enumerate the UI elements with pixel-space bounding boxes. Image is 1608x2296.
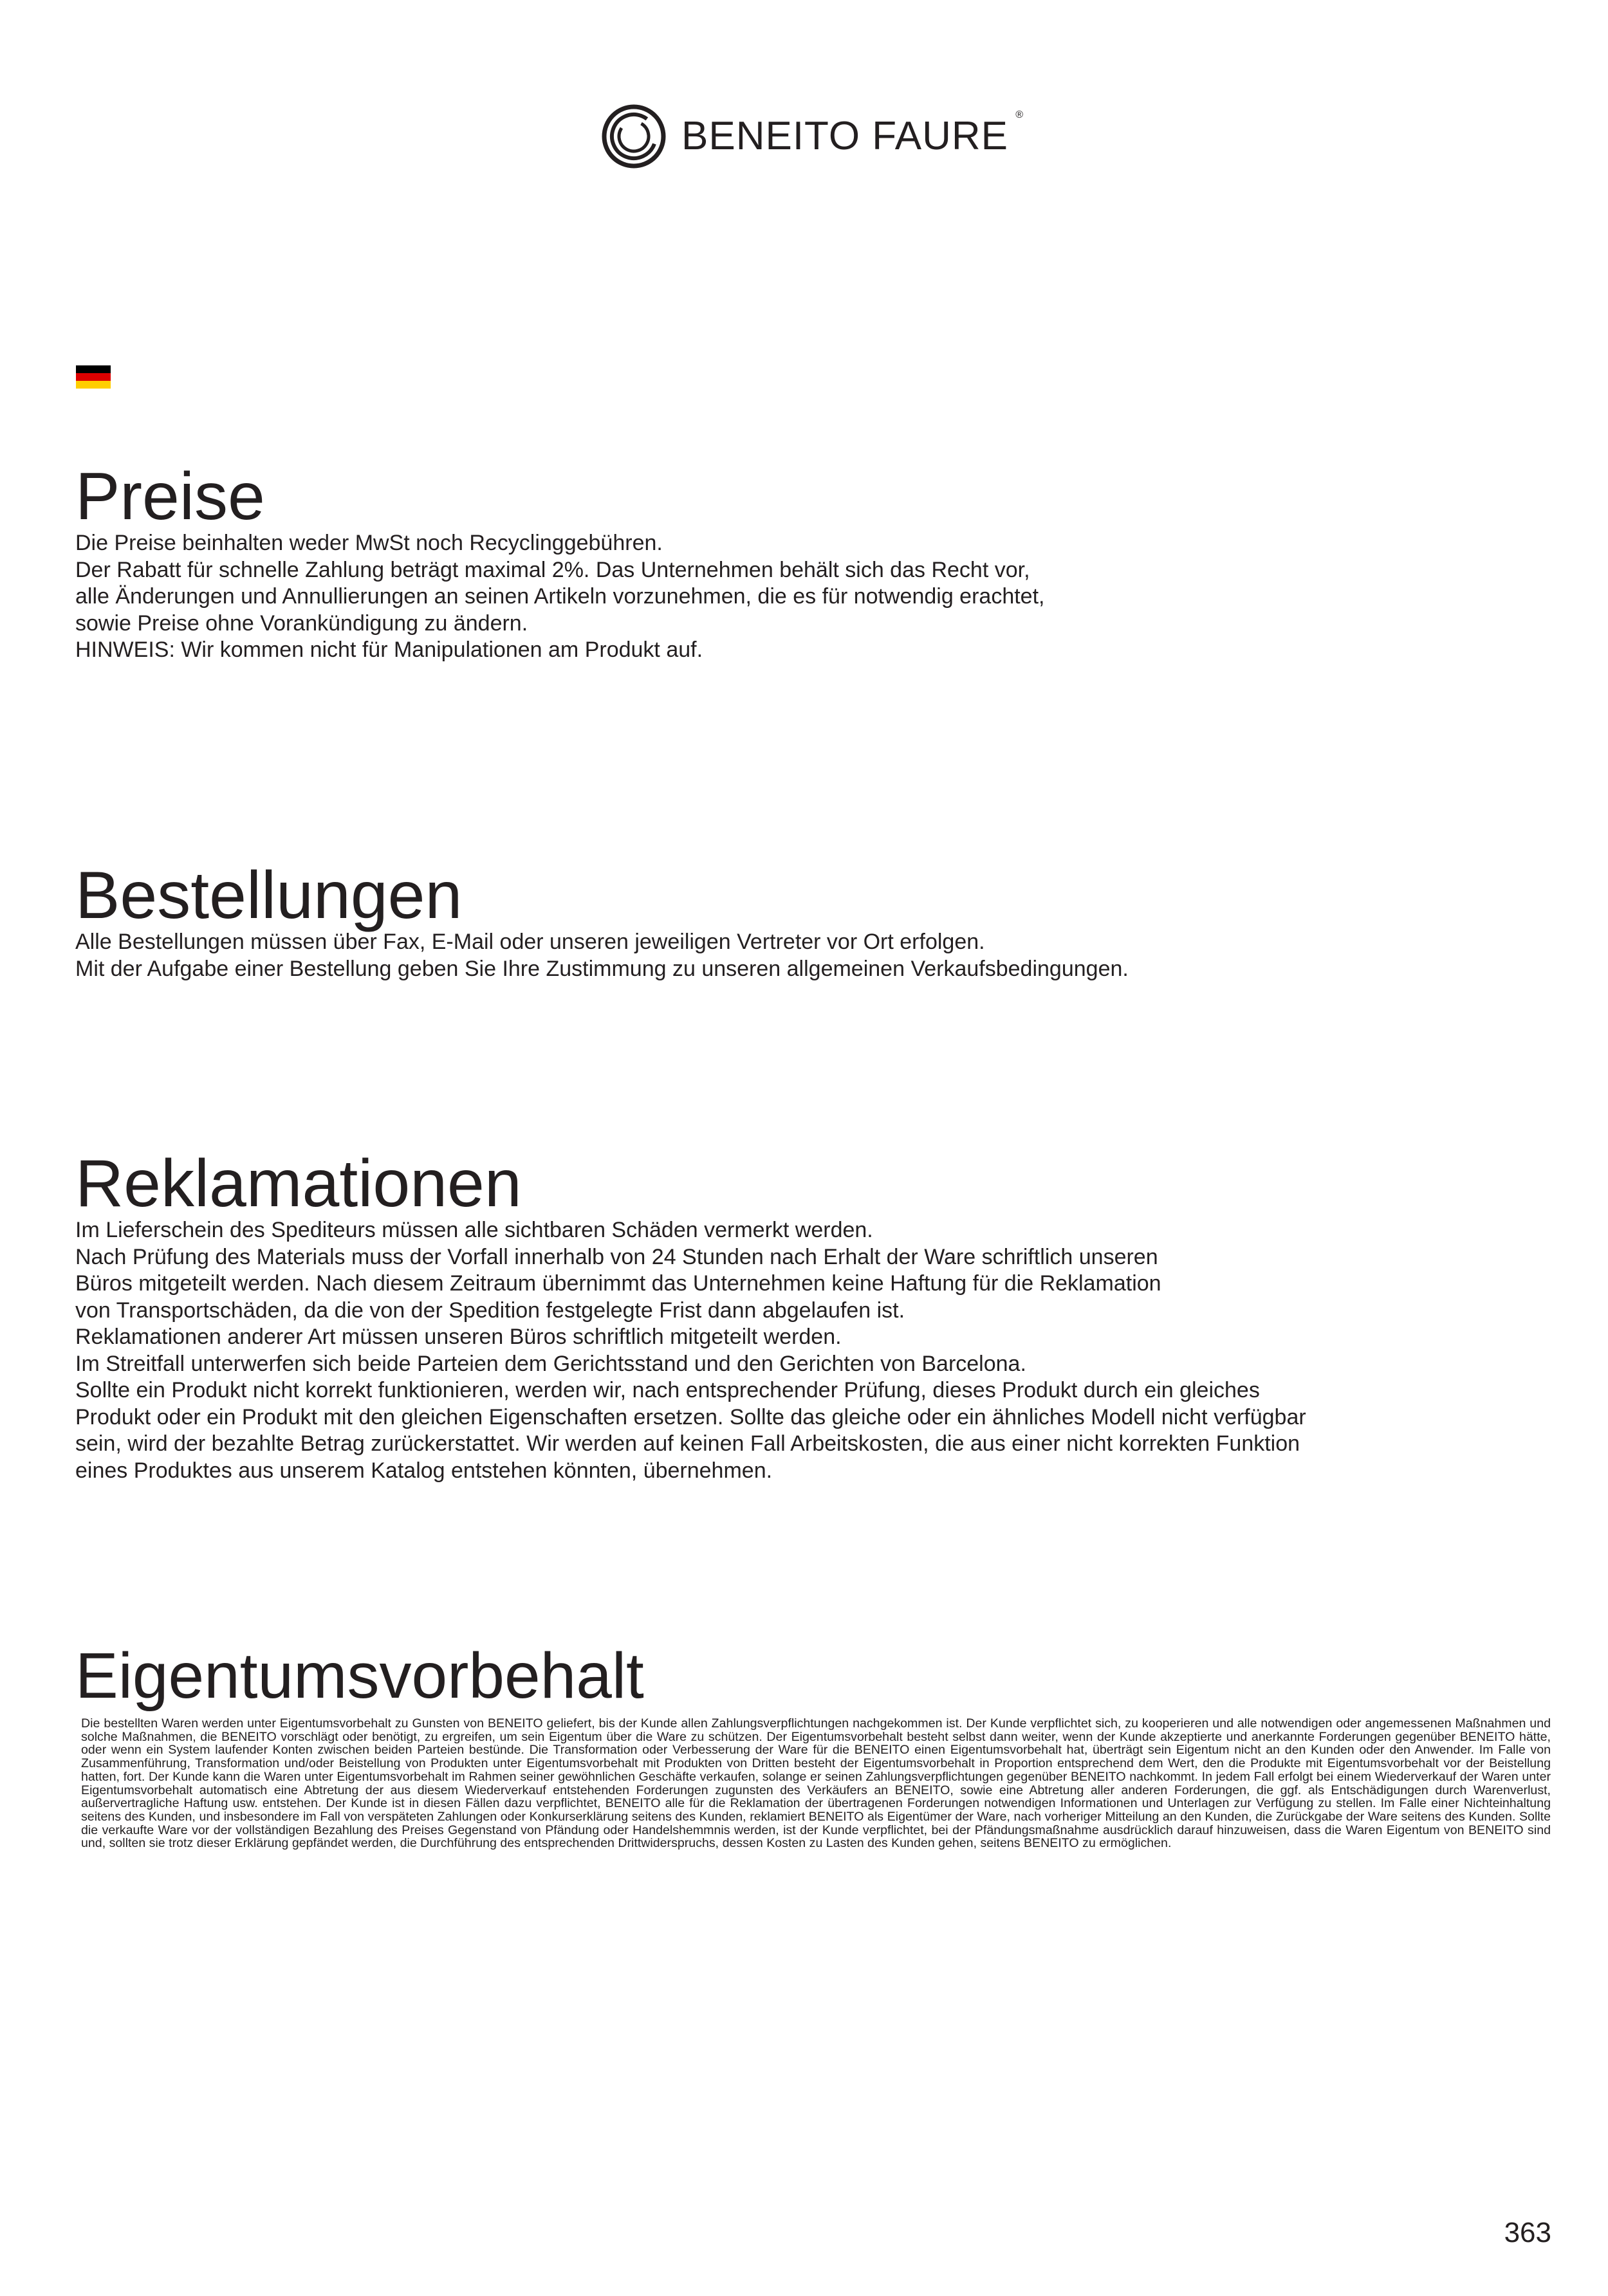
germany-flag-icon	[76, 365, 111, 389]
preise-line: sowie Preise ohne Vorankündigung zu ändern.	[75, 611, 528, 636]
preise-line: alle Änderungen und Annullierungen an seinen Artikeln vorzunehmen, die es für notwendig erachtet,	[75, 584, 1045, 609]
reklamationen-line: von Transportschäden, da die von der Spedition festgelegte Frist dann abgelaufen ist.	[75, 1298, 905, 1323]
flag-stripe-black	[76, 365, 111, 373]
section-title-eigentumsvorbehalt: Eigentumsvorbehalt	[75, 1640, 644, 1712]
section-eigentumsvorbehalt	[75, 1640, 1551, 1851]
brand-name-text: BENEITO FAURE	[681, 114, 1008, 158]
bestellungen-line: Mit der Aufgabe einer Bestellung geben Sie Ihre Zustimmung zu unseren allgemeinen Verkaufsbedingungen.	[75, 956, 1129, 981]
flag-stripe-gold	[76, 381, 111, 389]
section-title-bestellungen: Bestellungen	[75, 858, 463, 933]
registered-mark: ®	[1015, 109, 1024, 120]
reklamationen-line: Reklamationen anderer Art müssen unseren Büros schriftlich mitgeteilt werden.	[75, 1325, 842, 1349]
reklamationen-line: Im Streitfall unterwerfen sich beide Parteien dem Gerichtsstand und den Gerichten von Barcelona.	[75, 1351, 1026, 1376]
flag-stripe-red	[76, 373, 111, 381]
reklamationen-line: Büros mitgeteilt werden. Nach diesem Zeitraum übernimmt das Unternehmen keine Haftung für die Reklamation	[75, 1271, 1161, 1296]
section-preise	[75, 459, 1045, 664]
preise-line: Die Preise beinhalten weder MwSt noch Recyclinggebühren.	[75, 531, 663, 555]
reklamationen-line: Im Lieferschein des Spediteurs müssen alle sichtbaren Schäden vermerkt werden.	[75, 1218, 873, 1242]
brand-logo	[602, 103, 1024, 170]
reklamationen-line: Produkt oder ein Produkt mit den gleichen Eigenschaften ersetzen. Sollte das gleiche oder ein ähnliches Modell nicht verfügbar	[75, 1404, 1306, 1429]
section-title-preise: Preise	[75, 459, 265, 534]
preise-line: Der Rabatt für schnelle Zahlung beträgt maximal 2%. Das Unternehmen behält sich das Recht vor,	[75, 557, 1030, 582]
section-reklamationen	[75, 1146, 1306, 1484]
eigentumsvorbehalt-text: Die bestellten Waren werden unter Eigentumsvorbehalt zu Gunsten von BENEITO geliefert, bis der Kunde allen Zahlungsverpflichtungen nachgekommen ist. Der Kunde verpflichtet sich, zu kooperieren und alle notwendigen oder angemessenen Maßnahmen und solche Maßnahmen, die BENEITO vorschlägt oder benötigt, zu ergreifen, um sein Eigentum über die Ware zu schützen. Der Eigentumsvorbehalt besteht selbst dann weiter, wenn der Kunde akzeptierte und anerkannte Forderungen gegenüber BENEITO hätte, oder wenn ein System laufender Konten zwischen beiden Parteien bestünde. Die Transformation oder Verbesserung der Ware für die BENEITO einen Eigentumsvorbehalt hat, überträgt sein Eigentum nicht an den Kunden oder den Anwender. Im Falle von Zusammenführung, Transformation und/oder Beistellung von Produkten unter Eigentumsvorbehalt mit Produkten von Dritten besteht der Eigentumsvorbehalt in Proportion entsprechend dem Wert, den die Produkte mit Eigentumsvorbehalt vor der Beistellung hatten, fort. Der Kunde kann die Waren unter Eigentumsvorbehalt im Rahmen seiner gewöhnlichen Geschäfte verkaufen, solange er seinen Zahlungsverpflichtungen gegenüber BENEITO nachkommt. In jedem Fall erfolgt bei einem Wiederverkauf der Waren unter Eigentumsvorbehalt automatisch eine Abtretung der aus diesem Wiederverkauf entstehenden Forderungen zugunsten des Verkäufers an BENEITO, sowie eine Abtretung aller anderen Forderungen, die ggf. als Entschädigungen durch Warenverlust, außervertragliche Haftung usw. entstehen. Der Kunde ist in diesen Fällen dazu verpflichtet, BENEITO alle für die Reklamation der übertragenen Forderungen notwendigen Informationen und Unterlagen zur Verfügung zu stellen. Im Falle einer Nichteinhaltung seitens des Kunden, und insbesondere im Fall von verspäteten Zahlungen oder Konkurserklärung seitens des Kunden, reklamiert BENEITO als Eigentümer der Ware, nach vorheriger Mitteilung an den Kunden, die Zurückgabe der Ware seitens des Kunden. Sollte die verkaufte Ware vor der vollständigen Bezahlung des Preises Gegenstand von Pfändung oder Handelshemmnis werden, ist der Kunde verpflichtet, bei der Pfändungsmaßnahme ausdrücklich darauf hinzuweisen, dass die Waren Eigentum von BENEITO sind und, sollten sie trotz dieser Erklärung gepfändet werden, die Durchführung des entsprechenden Drittwiderspruchs, dessen Kosten zu Lasten des Kunden gehen, seitens BENEITO zu ermöglichen.	[81, 1716, 1551, 1851]
reklamationen-line: sein, wird der bezahlte Betrag zurückerstattet. Wir werden auf keinen Fall Arbeitskosten, die aus einer nicht korrekten Funktion	[75, 1431, 1300, 1456]
preise-line: HINWEIS: Wir kommen nicht für Manipulationen am Produkt auf.	[75, 638, 703, 662]
reklamationen-line: eines Produktes aus unserem Katalog entstehen könnten, übernehmen.	[75, 1458, 773, 1483]
section-title-reklamationen: Reklamationen	[75, 1146, 522, 1221]
page-number: 363	[1504, 2217, 1551, 2248]
section-bestellungen	[75, 858, 1129, 982]
bestellungen-line: Alle Bestellungen müssen über Fax, E-Mail oder unseren jeweiligen Vertreter vor Ort erfolgen.	[75, 930, 985, 954]
reklamationen-line: Nach Prüfung des Materials muss der Vorfall innerhalb von 24 Stunden nach Erhalt der Ware schriftlich unseren	[75, 1244, 1158, 1269]
reklamationen-line: Sollte ein Produkt nicht korrekt funktionieren, werden wir, nach entsprechender Prüfung, dieses Produkt durch ein gleiches	[75, 1378, 1260, 1402]
concentric-circles-logo-icon	[602, 104, 666, 169]
brand-name	[681, 109, 1024, 158]
